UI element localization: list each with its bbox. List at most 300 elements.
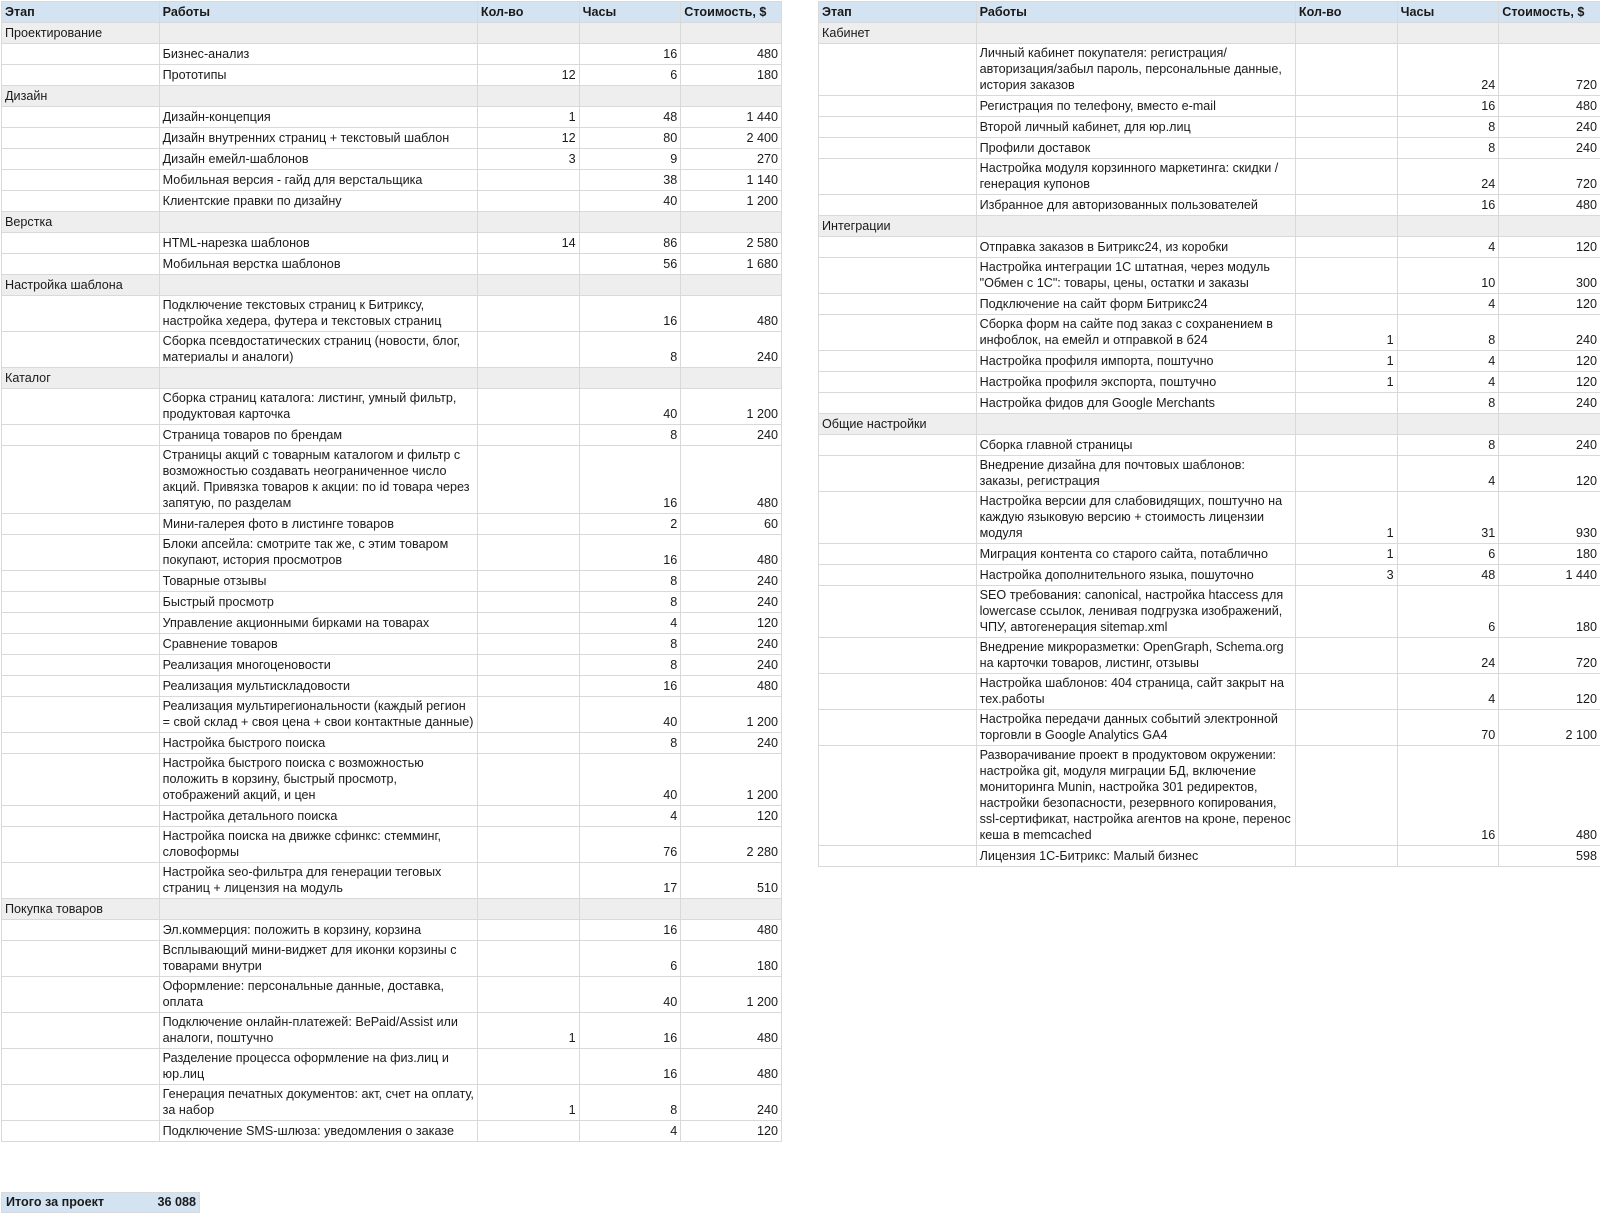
hours-cell[interactable]: 16 [579,535,681,571]
cost-cell[interactable]: 120 [1499,351,1600,372]
stage-cell[interactable] [2,296,160,332]
hours-cell[interactable]: 31 [1397,492,1499,544]
stage-cell[interactable] [2,941,160,977]
hours-cell[interactable]: 80 [579,128,681,149]
work-cell[interactable]: Разделение процесса оформление на физ.лиц и юр.лиц [159,1049,477,1085]
work-cell[interactable]: Внедрение микроразметки: OpenGraph, Schema.org на карточки товаров, листинг, отзывы [976,638,1295,674]
cost-cell[interactable]: 120 [681,1121,782,1142]
hours-cell[interactable]: 4 [1397,372,1499,393]
hours-cell[interactable]: 4 [579,806,681,827]
empty-cell[interactable] [976,23,1295,44]
hours-cell[interactable]: 38 [579,170,681,191]
hours-cell[interactable]: 8 [1397,435,1499,456]
hours-cell[interactable]: 24 [1397,44,1499,96]
work-cell[interactable]: Товарные отзывы [159,571,477,592]
stage-cell[interactable] [819,258,977,294]
hours-cell[interactable]: 4 [1397,351,1499,372]
stage-cell[interactable] [2,191,160,212]
hours-cell[interactable]: 8 [579,425,681,446]
hours-cell[interactable]: 8 [1397,138,1499,159]
stage-cell[interactable] [2,514,160,535]
hours-cell[interactable]: 8 [579,733,681,754]
work-cell[interactable]: Настройка шаблонов: 404 страница, сайт закрыт на тех.работы [976,674,1295,710]
cost-cell[interactable]: 240 [1499,315,1600,351]
cost-cell[interactable]: 240 [681,332,782,368]
cost-cell[interactable]: 120 [1499,294,1600,315]
qty-cell[interactable] [1295,159,1397,195]
cost-cell[interactable]: 1 140 [681,170,782,191]
empty-cell[interactable] [681,212,782,233]
empty-cell[interactable] [159,899,477,920]
qty-cell[interactable] [477,806,579,827]
work-cell[interactable]: Отправка заказов в Битрикс24, из коробки [976,237,1295,258]
stage-cell[interactable] [819,195,977,216]
hours-cell[interactable]: 9 [579,149,681,170]
work-cell[interactable]: Блоки апсейла: смотрите так же, с этим товаром покупают, история просмотров [159,535,477,571]
hours-cell[interactable]: 48 [579,107,681,128]
qty-cell[interactable] [477,827,579,863]
stage-cell[interactable] [2,128,160,149]
work-cell[interactable]: Мобильная версия - гайд для верстальщика [159,170,477,191]
hours-cell[interactable]: 17 [579,863,681,899]
work-cell[interactable]: Дизайн внутренних страниц + текстовый шаблон [159,128,477,149]
qty-cell[interactable]: 1 [1295,372,1397,393]
empty-cell[interactable] [681,275,782,296]
qty-cell[interactable] [1295,117,1397,138]
stage-cell[interactable]: Верстка [2,212,160,233]
stage-cell[interactable] [2,1121,160,1142]
empty-cell[interactable] [681,86,782,107]
qty-cell[interactable] [477,754,579,806]
empty-cell[interactable] [1397,414,1499,435]
empty-cell[interactable] [159,86,477,107]
cost-cell[interactable]: 120 [1499,456,1600,492]
cost-cell[interactable]: 1 200 [681,389,782,425]
hours-cell[interactable]: 16 [579,676,681,697]
stage-cell[interactable] [819,674,977,710]
hours-cell[interactable] [1397,846,1499,867]
stage-cell[interactable] [2,332,160,368]
empty-cell[interactable] [477,275,579,296]
work-cell[interactable]: Личный кабинет покупателя: регистрация/авторизация/забыл пароль, персональные данные, история заказов [976,44,1295,96]
qty-cell[interactable]: 1 [477,1085,579,1121]
header-cell-qty[interactable]: Кол-во [477,2,579,23]
qty-cell[interactable] [1295,237,1397,258]
qty-cell[interactable] [477,613,579,634]
cost-cell[interactable]: 240 [681,655,782,676]
empty-cell[interactable] [1397,23,1499,44]
hours-cell[interactable]: 8 [579,332,681,368]
work-cell[interactable]: Настройка модуля корзинного маркетинга: скидки / генерация купонов [976,159,1295,195]
work-cell[interactable]: Настройка интеграции 1С штатная, через модуль "Обмен с 1С": товары, цены, остатки и заказы [976,258,1295,294]
hours-cell[interactable]: 8 [579,634,681,655]
hours-cell[interactable]: 16 [579,1049,681,1085]
hours-cell[interactable]: 40 [579,191,681,212]
cost-cell[interactable]: 480 [681,535,782,571]
stage-cell[interactable]: Кабинет [819,23,977,44]
cost-cell[interactable]: 1 440 [1499,565,1600,586]
cost-cell[interactable]: 240 [1499,117,1600,138]
qty-cell[interactable]: 3 [477,149,579,170]
work-cell[interactable]: Миграция контента со старого сайта, потаблично [976,544,1295,565]
cost-cell[interactable]: 1 200 [681,754,782,806]
hours-cell[interactable]: 10 [1397,258,1499,294]
qty-cell[interactable] [477,389,579,425]
stage-cell[interactable] [819,746,977,846]
cost-cell[interactable]: 60 [681,514,782,535]
stage-cell[interactable] [819,586,977,638]
qty-cell[interactable] [477,170,579,191]
empty-cell[interactable] [681,368,782,389]
work-cell[interactable]: Лицензия 1С-Битрикс: Малый бизнес [976,846,1295,867]
qty-cell[interactable] [1295,195,1397,216]
qty-cell[interactable] [1295,746,1397,846]
work-cell[interactable]: SEO требования: canonical, настройка htaccess для lowercase ссылок, ленивая подгрузка изображений, ЧПУ, автогенерация sitemap.xml [976,586,1295,638]
qty-cell[interactable]: 1 [1295,544,1397,565]
cost-cell[interactable]: 1 200 [681,697,782,733]
cost-cell[interactable]: 480 [681,676,782,697]
hours-cell[interactable]: 16 [1397,746,1499,846]
qty-cell[interactable] [1295,96,1397,117]
stage-cell[interactable] [2,389,160,425]
stage-cell[interactable] [2,1013,160,1049]
qty-cell[interactable]: 14 [477,233,579,254]
qty-cell[interactable]: 1 [477,107,579,128]
hours-cell[interactable]: 16 [579,296,681,332]
stage-cell[interactable] [2,107,160,128]
hours-cell[interactable]: 40 [579,697,681,733]
qty-cell[interactable] [477,571,579,592]
empty-cell[interactable] [477,899,579,920]
stage-cell[interactable] [2,233,160,254]
stage-cell[interactable] [819,565,977,586]
stage-cell[interactable]: Каталог [2,368,160,389]
hours-cell[interactable]: 4 [579,613,681,634]
cost-cell[interactable]: 120 [681,806,782,827]
empty-cell[interactable] [681,899,782,920]
empty-cell[interactable] [159,275,477,296]
header-cell-work[interactable]: Работы [159,2,477,23]
header-cell-cost[interactable]: Стоимость, $ [1499,2,1600,23]
qty-cell[interactable]: 1 [1295,315,1397,351]
qty-cell[interactable]: 1 [1295,351,1397,372]
work-cell[interactable]: Внедрение дизайна для почтовых шаблонов: заказы, регистрация [976,456,1295,492]
header-cell-qty[interactable]: Кол-во [1295,2,1397,23]
stage-cell[interactable] [819,117,977,138]
hours-cell[interactable]: 4 [1397,294,1499,315]
stage-cell[interactable] [819,456,977,492]
header-cell-cost[interactable]: Стоимость, $ [681,2,782,23]
stage-cell[interactable] [819,294,977,315]
hours-cell[interactable]: 6 [579,941,681,977]
stage-cell[interactable] [2,697,160,733]
empty-cell[interactable] [1499,414,1600,435]
cost-cell[interactable]: 120 [1499,372,1600,393]
stage-cell[interactable]: Общие настройки [819,414,977,435]
cost-cell[interactable]: 1 440 [681,107,782,128]
qty-cell[interactable] [477,733,579,754]
hours-cell[interactable]: 40 [579,754,681,806]
hours-cell[interactable]: 6 [579,65,681,86]
hours-cell[interactable]: 16 [579,1013,681,1049]
cost-cell[interactable]: 180 [681,65,782,86]
qty-cell[interactable] [477,446,579,514]
qty-cell[interactable] [1295,294,1397,315]
work-cell[interactable]: Подключение на сайт форм Битрикс24 [976,294,1295,315]
hours-cell[interactable]: 6 [1397,544,1499,565]
stage-cell[interactable] [819,544,977,565]
empty-cell[interactable] [159,212,477,233]
qty-cell[interactable] [477,514,579,535]
cost-cell[interactable]: 480 [1499,96,1600,117]
cost-cell[interactable]: 720 [1499,44,1600,96]
cost-cell[interactable]: 120 [1499,674,1600,710]
qty-cell[interactable] [1295,44,1397,96]
qty-cell[interactable] [477,676,579,697]
work-cell[interactable]: Дизайн емейл-шаблонов [159,149,477,170]
empty-cell[interactable] [579,275,681,296]
stage-cell[interactable] [819,351,977,372]
hours-cell[interactable]: 4 [1397,456,1499,492]
cost-cell[interactable]: 480 [681,44,782,65]
work-cell[interactable]: Подключение SMS-шлюза: уведомления о заказе [159,1121,477,1142]
empty-cell[interactable] [1295,23,1397,44]
stage-cell[interactable] [2,733,160,754]
stage-cell[interactable] [2,613,160,634]
header-cell-hours[interactable]: Часы [579,2,681,23]
hours-cell[interactable]: 16 [579,920,681,941]
stage-cell[interactable] [819,44,977,96]
qty-cell[interactable] [477,592,579,613]
work-cell[interactable]: Настройка поиска на движке сфинкс: стемминг, словоформы [159,827,477,863]
cost-cell[interactable]: 2 400 [681,128,782,149]
qty-cell[interactable] [477,44,579,65]
empty-cell[interactable] [579,212,681,233]
work-cell[interactable]: Управление акционными бирками на товарах [159,613,477,634]
stage-cell[interactable]: Покупка товаров [2,899,160,920]
cost-cell[interactable]: 180 [681,941,782,977]
cost-cell[interactable]: 720 [1499,638,1600,674]
stage-cell[interactable] [819,846,977,867]
cost-cell[interactable]: 930 [1499,492,1600,544]
header-cell-hours[interactable]: Часы [1397,2,1499,23]
work-cell[interactable]: Страница товаров по брендам [159,425,477,446]
empty-cell[interactable] [159,368,477,389]
stage-cell[interactable] [2,571,160,592]
stage-cell[interactable] [2,754,160,806]
qty-cell[interactable] [477,920,579,941]
stage-cell[interactable] [819,159,977,195]
empty-cell[interactable] [1397,216,1499,237]
work-cell[interactable]: Избранное для авторизованных пользователей [976,195,1295,216]
qty-cell[interactable]: 1 [1295,492,1397,544]
work-cell[interactable]: Настройка версии для слабовидящих, поштучно на каждую языковую версию + стоимость лицензии модуля [976,492,1295,544]
cost-cell[interactable]: 510 [681,863,782,899]
qty-cell[interactable] [477,941,579,977]
qty-cell[interactable] [477,634,579,655]
work-cell[interactable]: Мини-галерея фото в листинге товаров [159,514,477,535]
work-cell[interactable]: Страницы акций с товарным каталогом и фильтр с возможностью создавать неограниченное число акций. Привязка товаров к акции: по id товара через запятую, по разделам [159,446,477,514]
work-cell[interactable]: Эл.коммерция: положить в корзину, корзина [159,920,477,941]
hours-cell[interactable]: 4 [1397,237,1499,258]
header-cell-stage[interactable]: Этап [819,2,977,23]
cost-cell[interactable]: 240 [1499,138,1600,159]
empty-cell[interactable] [159,23,477,44]
qty-cell[interactable] [477,425,579,446]
qty-cell[interactable]: 1 [477,1013,579,1049]
hours-cell[interactable]: 4 [1397,674,1499,710]
work-cell[interactable]: Бизнес-анализ [159,44,477,65]
hours-cell[interactable]: 8 [1397,117,1499,138]
header-cell-stage[interactable]: Этап [2,2,160,23]
cost-cell[interactable]: 1 200 [681,191,782,212]
empty-cell[interactable] [477,368,579,389]
qty-cell[interactable] [1295,846,1397,867]
stage-cell[interactable] [2,592,160,613]
cost-cell[interactable]: 180 [1499,586,1600,638]
empty-cell[interactable] [579,23,681,44]
work-cell[interactable]: Оформление: персональные данные, доставка, оплата [159,977,477,1013]
qty-cell[interactable] [1295,456,1397,492]
work-cell[interactable]: Мобильная верстка шаблонов [159,254,477,275]
hours-cell[interactable]: 70 [1397,710,1499,746]
header-cell-work[interactable]: Работы [976,2,1295,23]
stage-cell[interactable] [819,237,977,258]
work-cell[interactable]: Подключение онлайн-платежей: BePaid/Assist или аналоги, поштучно [159,1013,477,1049]
cost-cell[interactable]: 598 [1499,846,1600,867]
cost-cell[interactable]: 240 [681,634,782,655]
stage-cell[interactable]: Интеграции [819,216,977,237]
work-cell[interactable]: Прототипы [159,65,477,86]
empty-cell[interactable] [579,368,681,389]
work-cell[interactable]: Сборка форм на сайте под заказ с сохранением в инфоблок, на емейл и отправкой в б24 [976,315,1295,351]
work-cell[interactable]: Настройка быстрого поиска [159,733,477,754]
stage-cell[interactable] [819,393,977,414]
empty-cell[interactable] [976,414,1295,435]
work-cell[interactable]: Настройка дополнительного языка, пошуточно [976,565,1295,586]
work-cell[interactable]: Всплывающий мини-виджет для иконки корзины с товарами внутри [159,941,477,977]
work-cell[interactable]: Сравнение товаров [159,634,477,655]
work-cell[interactable]: HTML-нарезка шаблонов [159,233,477,254]
work-cell[interactable]: Сборка главной страницы [976,435,1295,456]
stage-cell[interactable] [2,634,160,655]
stage-cell[interactable] [819,138,977,159]
cost-cell[interactable]: 480 [1499,746,1600,846]
stage-cell[interactable] [2,863,160,899]
stage-cell[interactable] [2,1085,160,1121]
stage-cell[interactable] [819,315,977,351]
work-cell[interactable]: Профили доставок [976,138,1295,159]
stage-cell[interactable] [2,676,160,697]
stage-cell[interactable] [819,96,977,117]
work-cell[interactable]: Генерация печатных документов: акт, счет на оплату, за набор [159,1085,477,1121]
cost-cell[interactable]: 720 [1499,159,1600,195]
work-cell[interactable]: Настройка профиля экспорта, поштучно [976,372,1295,393]
hours-cell[interactable]: 16 [579,44,681,65]
cost-cell[interactable]: 1 680 [681,254,782,275]
cost-cell[interactable]: 480 [681,1049,782,1085]
qty-cell[interactable]: 12 [477,65,579,86]
stage-cell[interactable] [819,435,977,456]
work-cell[interactable]: Второй личный кабинет, для юр.лиц [976,117,1295,138]
qty-cell[interactable] [477,655,579,676]
qty-cell[interactable] [477,332,579,368]
work-cell[interactable]: Разворачивание проект в продуктовом окружении: настройка git, модуля миграции БД, включение мониторинга Munin, настройка 301 редиректов, настройки безопасности, резервного копирования, ssl-сертификат, настройка агентов на кроне, перенос кеша в memcached [976,746,1295,846]
work-cell[interactable]: Настройка seo-фильтра для генерации теговых страниц + лицензия на модуль [159,863,477,899]
stage-cell[interactable] [819,710,977,746]
stage-cell[interactable] [2,44,160,65]
hours-cell[interactable]: 4 [579,1121,681,1142]
qty-cell[interactable] [477,977,579,1013]
hours-cell[interactable]: 6 [1397,586,1499,638]
stage-cell[interactable] [819,492,977,544]
hours-cell[interactable]: 56 [579,254,681,275]
stage-cell[interactable]: Дизайн [2,86,160,107]
hours-cell[interactable]: 8 [1397,315,1499,351]
stage-cell[interactable] [2,254,160,275]
work-cell[interactable]: Настройка быстрого поиска с возможностью положить в корзину, быстрый просмотр, отображений акций, и цен [159,754,477,806]
stage-cell[interactable] [2,977,160,1013]
hours-cell[interactable]: 8 [579,592,681,613]
qty-cell[interactable] [477,697,579,733]
hours-cell[interactable]: 8 [579,1085,681,1121]
stage-cell[interactable] [2,65,160,86]
work-cell[interactable]: Настройка детального поиска [159,806,477,827]
cost-cell[interactable]: 240 [681,425,782,446]
empty-cell[interactable] [1295,216,1397,237]
qty-cell[interactable] [477,254,579,275]
hours-cell[interactable]: 24 [1397,159,1499,195]
hours-cell[interactable]: 16 [1397,195,1499,216]
stage-cell[interactable] [819,638,977,674]
work-cell[interactable]: Настройка профиля импорта, поштучно [976,351,1295,372]
work-cell[interactable]: Настройка передачи данных событий электронной торговли в Google Analytics GA4 [976,710,1295,746]
work-cell[interactable]: Реализация мультирегиональности (каждый регион = свой склад + своя цена + свои контактные данные) [159,697,477,733]
cost-cell[interactable]: 300 [1499,258,1600,294]
hours-cell[interactable]: 76 [579,827,681,863]
work-cell[interactable]: Быстрый просмотр [159,592,477,613]
cost-cell[interactable]: 240 [1499,435,1600,456]
hours-cell[interactable]: 40 [579,389,681,425]
empty-cell[interactable] [477,86,579,107]
qty-cell[interactable] [477,863,579,899]
empty-cell[interactable] [579,86,681,107]
cost-cell[interactable]: 270 [681,149,782,170]
empty-cell[interactable] [477,23,579,44]
stage-cell[interactable] [2,920,160,941]
cost-cell[interactable]: 240 [681,733,782,754]
cost-cell[interactable]: 480 [681,446,782,514]
stage-cell[interactable] [819,372,977,393]
stage-cell[interactable] [2,446,160,514]
qty-cell[interactable] [1295,638,1397,674]
qty-cell[interactable] [1295,435,1397,456]
qty-cell[interactable] [1295,710,1397,746]
cost-cell[interactable]: 480 [681,920,782,941]
cost-cell[interactable]: 2 280 [681,827,782,863]
hours-cell[interactable]: 40 [579,977,681,1013]
cost-cell[interactable]: 180 [1499,544,1600,565]
empty-cell[interactable] [1499,216,1600,237]
hours-cell[interactable]: 2 [579,514,681,535]
work-cell[interactable]: Клиентские правки по дизайну [159,191,477,212]
stage-cell[interactable]: Проектирование [2,23,160,44]
empty-cell[interactable] [681,23,782,44]
work-cell[interactable]: Сборка страниц каталога: листинг, умный фильтр, продуктовая карточка [159,389,477,425]
stage-cell[interactable] [2,535,160,571]
stage-cell[interactable] [2,425,160,446]
project-total[interactable] [1,1192,200,1213]
